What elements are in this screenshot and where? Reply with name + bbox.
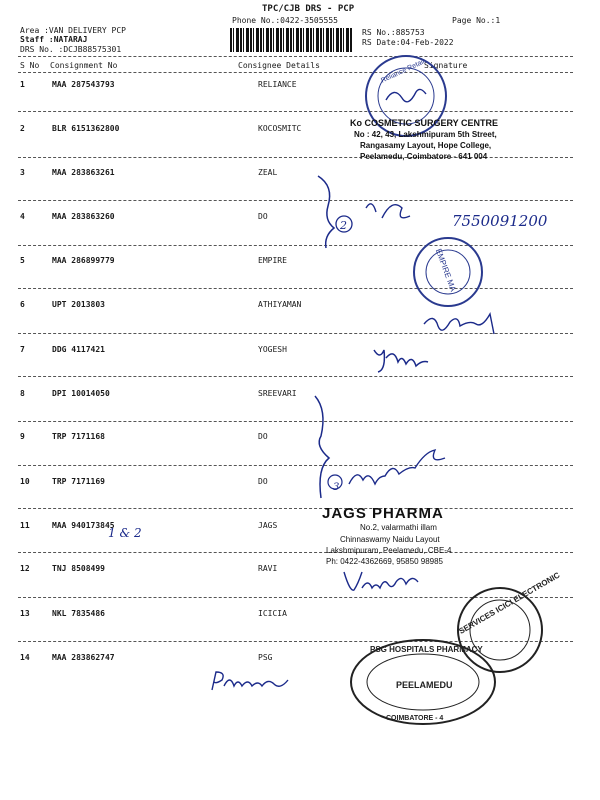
jags-stamp-line3: Chinnaswamy Naidu Layout [340,535,440,544]
jags-stamp-line1: JAGS PHARMA [322,505,444,522]
row-sno: 14 [20,653,30,662]
empire-stamp-text: EMPIRE MA [433,247,458,293]
row-consignee: PSG [258,653,273,662]
row-sno: 4 [20,212,25,221]
row-sno: 8 [20,389,25,398]
row-consignee: ICICIA [258,609,287,618]
handwritten-phone: 7550091200 [452,212,548,230]
divider [18,111,573,112]
row-consignee: RAVI [258,564,278,573]
handwritten-signature-ravi [340,568,440,598]
row-consignee: DO [258,432,268,441]
divider [18,376,573,377]
handwritten-note: 1 & 2 [108,526,142,540]
handwritten-note: 3 [333,482,340,493]
kocosmetic-stamp-line3: Rangasamy Layout, Hope College, [360,141,492,150]
divider [18,421,573,422]
document-title: TPC/CJB DRS - PCP [262,4,355,14]
col-signature-header: Signature [424,61,468,70]
row-sno: 9 [20,432,25,441]
divider [18,157,573,158]
divider [18,508,573,509]
row-sno: 1 [20,80,25,89]
psg-stamp [348,636,498,728]
psg-stamp-bottom: COIMBATORE - 4 [386,715,444,722]
col-consignee-header: Consignee Details [238,61,320,70]
handwritten-note: 2 [340,219,347,232]
row-consignee: DO [258,477,268,486]
reliance-stamp-text: Reliance Retail [380,58,426,85]
row-sno: 13 [20,609,30,618]
jags-stamp-line5: Ph: 0422-4362669, 95850 98985 [326,557,443,566]
divider [18,465,573,466]
row-consignment: MAA 283863261 [52,168,115,177]
row-consignment: TNJ 8508499 [52,564,105,573]
row-sno: 5 [20,256,25,265]
row-consignee: EMPIRE [258,256,287,265]
jags-stamp-line2: No.2, valarmathi illam [360,523,437,532]
divider [18,56,573,57]
row-consignment: NKL 7835486 [52,609,105,618]
row-consignment: TRP 7171168 [52,432,105,441]
area-label: Area :VAN DELIVERY PCP [20,26,126,35]
row-sno: 3 [20,168,25,177]
row-consignment: MAA 287543793 [52,80,115,89]
row-consignee: KOCOSMITC [258,124,302,133]
row-consignment: MAA 283863260 [52,212,115,221]
row-sno: 12 [20,564,30,573]
handwritten-signature-yogesh [370,340,440,374]
row-consignee: ZEAL [258,168,278,177]
row-consignee: ATHIYAMAN [258,300,302,309]
kocosmetic-stamp-line4: Peelamedu, Coimbatore - 641 004 [360,152,488,161]
staff-label: Staff :NATARAJ [20,35,88,44]
icici-stamp-text: SERVICES ICICI ELECTRONIC [457,570,562,636]
row-consignment: MAA 286899779 [52,256,115,265]
drs-number: DRS No. :DCJB88575301 [20,45,122,54]
col-sno-header: S No [20,61,40,70]
row-sno: 11 [20,521,30,530]
row-consignee: JAGS [258,521,278,530]
row-consignment: UPT 2013803 [52,300,105,309]
row-sno: 2 [20,124,25,133]
row-sno: 6 [20,300,25,309]
row-consignee: DO [258,212,268,221]
kocosmetic-stamp-line2: No : 42, 43, Lakshmipuram 5th Street, [354,130,497,139]
handwritten-signature-sreevari [305,392,485,502]
row-consignee: YOGESH [258,345,287,354]
row-consignment: DDG 4117421 [52,345,105,354]
rs-number: RS No.:885753 [362,28,425,37]
row-consignment: BLR 6151362800 [52,124,120,133]
row-consignment: MAA 940173845 [52,521,115,530]
divider [18,552,573,553]
kocosmetic-stamp-line1: Ko COSMETIC SURGERY CENTRE [350,118,499,128]
row-consignment: MAA 283862747 [52,653,115,662]
jags-stamp-line4: Lakshmipuram, Peelamedu, CBE-4 [326,546,452,555]
row-consignment: TRP 7171169 [52,477,105,486]
page-number: Page No.:1 [452,16,501,25]
col-consignment-header: Consignment No [50,61,118,70]
handwritten-signature-psg [206,666,298,696]
psg-stamp-outer: PSG HOSPITALS PHARMACY [370,645,483,654]
rs-date: RS Date:04-Feb-2022 [362,38,454,47]
psg-stamp-center: PEELAMEDU [396,680,453,690]
divider [18,72,573,73]
empire-stamp [405,232,491,312]
row-consignee: SREEVARI [258,389,297,398]
row-sno: 7 [20,345,25,354]
row-sno: 10 [20,477,30,486]
barcode [230,28,352,52]
row-consignee: RELIANCE [258,80,297,89]
row-consignment: DPI 10014050 [52,389,110,398]
handwritten-signature-athiyaman [420,306,510,336]
phone-number: Phone No.:0422-3505555 [232,16,338,25]
